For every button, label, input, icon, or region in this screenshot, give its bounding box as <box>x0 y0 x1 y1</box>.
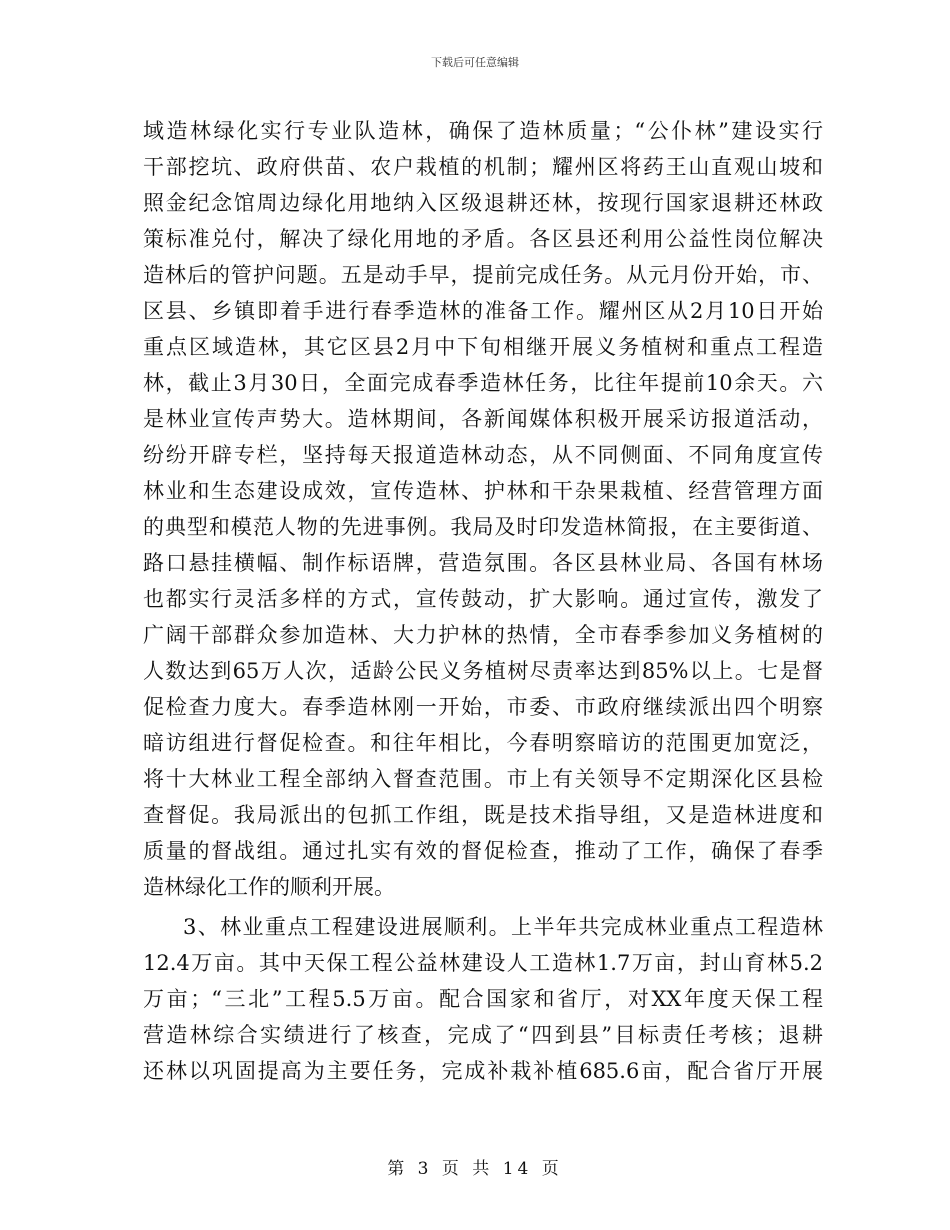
text-line: 路口悬挂横幅、制作标语牌，营造氛围。各区县林业局、各国有林场 <box>143 551 823 575</box>
text-line: 12.4万亩。其中天保工程公益林建设人工造林1.7万亩，封山育林5.2 <box>143 951 823 975</box>
text-line: 人数达到65万人次，适龄公民义务植树尽责率达到85%以上。七是督 <box>143 659 823 683</box>
text-line: 是林业宣传声势大。造林期间，各新闻媒体积极开展采访报道活动， <box>143 407 823 431</box>
text-line: 3、林业重点工程建设进展顺利。上半年共完成林业重点工程造林 <box>183 915 823 939</box>
text-line: 质量的督战组。通过扎实有效的督促检查，推动了工作，确保了春季 <box>143 839 823 863</box>
text-line: 造林后的管护问题。五是动手早，提前完成任务。从元月份开始，市、 <box>143 263 823 287</box>
text-line: 营造林综合实绩进行了核查，完成了“四到县”目标责任考核；退耕 <box>143 1023 823 1047</box>
text-line: 还林以巩固提高为主要任务，完成补栽补植685.6亩，配合省厅开展 <box>143 1059 823 1083</box>
paragraph-2 <box>143 909 823 1089</box>
text-line: 照金纪念馆周边绿化用地纳入区级退耕还林，按现行国家退耕还林政 <box>143 191 823 215</box>
text-line: 查督促。我局派出的包抓工作组，既是技术指导组，又是造林进度和 <box>143 803 823 827</box>
paragraph-1 <box>143 113 823 905</box>
page-header-note: 下载后可任意编辑 <box>431 56 519 69</box>
text-line: 重点区域造林，其它区县2月中下旬相继开展义务植树和重点工程造 <box>143 335 823 359</box>
text-line: 纷纷开辟专栏，坚持每天报道造林动态，从不同侧面、不同角度宣传 <box>143 443 823 467</box>
text-line: 区县、乡镇即着手进行春季造林的准备工作。耀州区从2月10日开始 <box>143 299 823 323</box>
document-body <box>143 113 823 1089</box>
text-line: 林业和生态建设成效，宣传造林、护林和干杂果栽植、经营管理方面 <box>143 479 823 503</box>
text-line: 干部挖坑、政府供苗、农户栽植的机制；耀州区将药王山直观山坡和 <box>143 155 823 179</box>
text-line: 广阔干部群众参加造林、大力护林的热情，全市春季参加义务植树的 <box>143 623 823 647</box>
text-line: 暗访组进行督促检查。和往年相比，今春明察暗访的范围更加宽泛， <box>143 731 823 755</box>
page-number-footer: 第 3 页 共 14 页 <box>387 1159 563 1179</box>
text-line: 也都实行灵活多样的方式，宣传鼓动，扩大影响。通过宣传，激发了 <box>143 587 823 611</box>
text-line: 的典型和模范人物的先进事例。我局及时印发造林简报，在主要街道、 <box>143 515 823 539</box>
text-line: 促检查力度大。春季造林刚一开始，市委、市政府继续派出四个明察 <box>143 695 823 719</box>
text-line: 造林绿化工作的顺利开展。 <box>143 875 395 899</box>
text-line: 策标准兑付，解决了绿化用地的矛盾。各区县还利用公益性岗位解决 <box>143 227 823 251</box>
text-line: 林，截止3月30日，全面完成春季造林任务，比往年提前10余天。六 <box>143 371 823 395</box>
text-line: 域造林绿化实行专业队造林，确保了造林质量；“公仆林”建设实行 <box>143 119 823 143</box>
text-line: 将十大林业工程全部纳入督查范围。市上有关领导不定期深化区县检 <box>143 767 823 791</box>
text-line: 万亩；“三北”工程5.5万亩。配合国家和省厅，对XX年度天保工程 <box>143 987 823 1011</box>
